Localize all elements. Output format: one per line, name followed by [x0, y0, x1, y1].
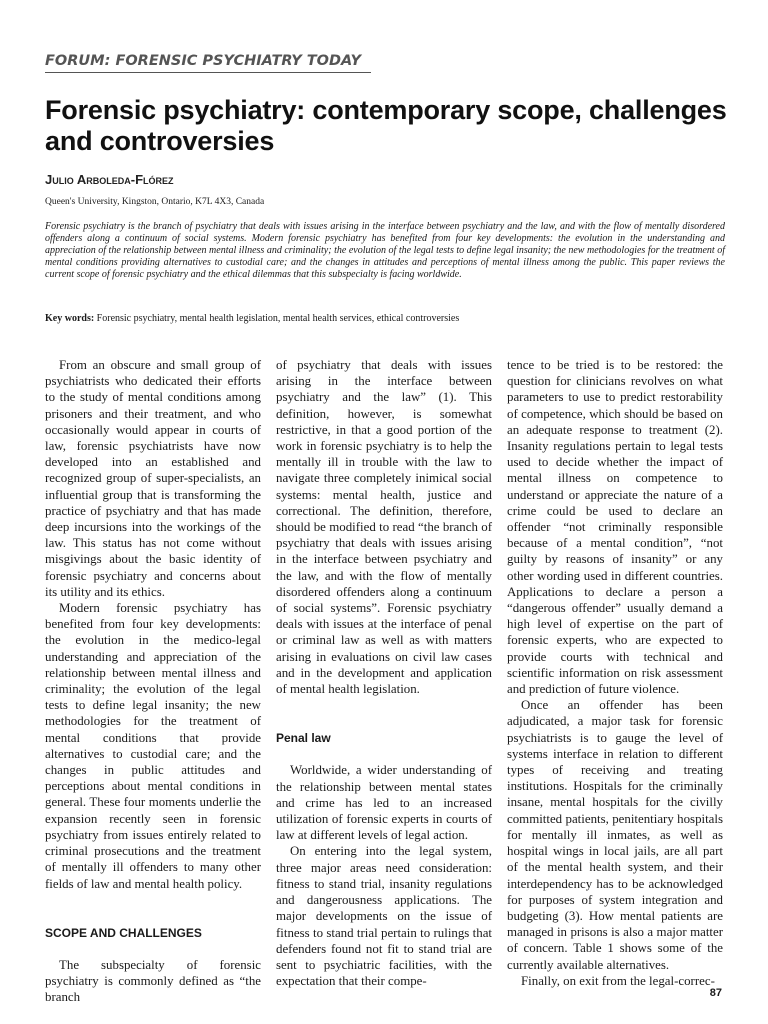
paragraph: Worldwide, a wider understanding of the relationship between mental states and crime has led to an increased utilization of forensic experts in courts of law at different levels of legal action. — [276, 763, 492, 843]
keywords-text: Forensic psychiatry, mental health legislation, mental health services, ethical controversies — [96, 313, 460, 324]
forum-section-label: FORUM: FORENSIC PSYCHIATRY TODAY — [45, 53, 362, 69]
paragraph: tence to be tried is to be restored: the question for clinicians revolves on what parameters to use to predict restorability of competence, which should be based on an adequate response to treatment (2). Insanity regulations pertain to legal tests used to decide whether the impact of mental illness on competence to understand or appreciate the nature of a crime could be used to declare an offender “not criminally responsible because of a mental condition”, “not guilty by reasons of insanity” or any other wording used in different countries. Applications to declare a person a “dangerous offender” usually demand a high level of expertise on the part of forensic experts, who are expected to provide courts with technical and scientific information on risk assessment and prediction of future violence. — [507, 358, 723, 697]
article-title: Forensic psychiatry: contemporary scope, challenges and controversies — [45, 95, 727, 156]
body-column-2 — [276, 357, 492, 989]
paragraph: Modern forensic psychiatry has benefited from four key developments: the evolution in the medico-legal understanding and appreciation of the relationship between mental illness and criminality; the evolution of the legal tests to define legal insanity; the new methodologies for the treatment of mental conditions that provide alternatives to custodial care; and the changes in public attitudes and perceptions about mental conditions in general. These four moments underlie the expansion recently seen in forensic psychiatry from issues entirely related to criminal prosecutions and the treatment of mentally ill offenders to many other fields of law and mental health policy. — [45, 601, 261, 891]
keywords-label: Key words: — [45, 313, 95, 324]
body-column-1 — [45, 357, 261, 1006]
section-heading-penal-law: Penal law — [276, 731, 331, 746]
abstract: Forensic psychiatry is the branch of psychiatry that deals with issues arising in the interface between psychiatry and the law, and with the flow of mentally disordered offenders along a continuum of social systems. Modern forensic psychiatry has benefited from four key developments: the evolution in the understanding and appreciation of the relationship between mental illness and criminality; the evolution of the legal tests to define legal insanity; the new methodologies for the treatment of mental conditions providing alternatives to custodial care; and the changes in attitudes and perceptions of mental illness among the public. This paper reviews the current scope of forensic psychiatry and the ethical dilemmas that this subspecialty is facing worldwide. — [45, 221, 725, 280]
forum-underline — [45, 72, 371, 73]
paragraph: Finally, on exit from the legal-correc- — [521, 973, 715, 988]
paragraph: of psychiatry that deals with issues arising in the interface between psychiatry and the law” (1). This definition, however, is somewhat restrictive, in that a good portion of the work in forensic psychiatry is to help the mentally ill in trouble with the law to navigate three completely inimical social systems: mental health, justice and correctional. The definition, therefore, should be modified to read “the branch of psychiatry that deals with issues arising in the interface between psychiatry and the law, and with the flow of mentally disordered offenders along a continuum of social systems”. Forensic psychiatry deals with issues at the interface of penal or criminal law as well as with matters arising in evaluations on civil law cases and in the development and application of mental health legislation. — [276, 358, 492, 697]
author-affiliation: Queen's University, Kingston, Ontario, K7L 4X3, Canada — [45, 197, 265, 207]
paragraph: The subspecialty of forensic psychiatry is commonly defined as “the branch — [45, 957, 261, 1005]
paragraph: On entering into the legal system, three major areas need consideration: fitness to stand trial, insanity regulations and dangerousness applications. The major developments on the issue of fitness to stand trial pertain to rulings that defenders found not fit to stand trial are sent to psychiatric facilities, with the expectation that their compe- — [276, 844, 492, 989]
page-number: 87 — [709, 987, 722, 999]
author-name: Julio Arboleda-Flórez — [45, 172, 174, 187]
paragraph: Once an offender has been adjudicated, a major task for forensic psychiatrists is to gauge the level of systems interface in relation to different types of receiving and treating institutions. Hospitals for the criminally insane, mental hospitals for the civilly committed patients, penitentiary hospitals for mentally ill inmates, as well as hospital wings in local jails, are all part of the mental health system, and their interdependency has to be acknowledged for purposes of system integration and budgeting (3). How mental patients are managed in prisons is also a major matter of concern. Table 1 shows some of the currently available alternatives. — [507, 698, 723, 972]
body-column-3 — [507, 357, 723, 989]
paragraph: From an obscure and small group of psychiatrists who dedicated their efforts to the study of mental conditions among prisoners and their treatment, and who occasionally would appear in courts of law, forensic psychiatrists have now developed into an established and recognized group of super-specialists, an influential group that is transforming the practice of psychiatry and that has made deep incursions into the workings of the law. This status has not come without misgivings about the basic identity of forensic psychiatry and concerns about its utility and its ethics. — [45, 358, 261, 599]
section-heading-scope: SCOPE AND CHALLENGES — [45, 925, 202, 940]
keywords — [45, 313, 459, 324]
